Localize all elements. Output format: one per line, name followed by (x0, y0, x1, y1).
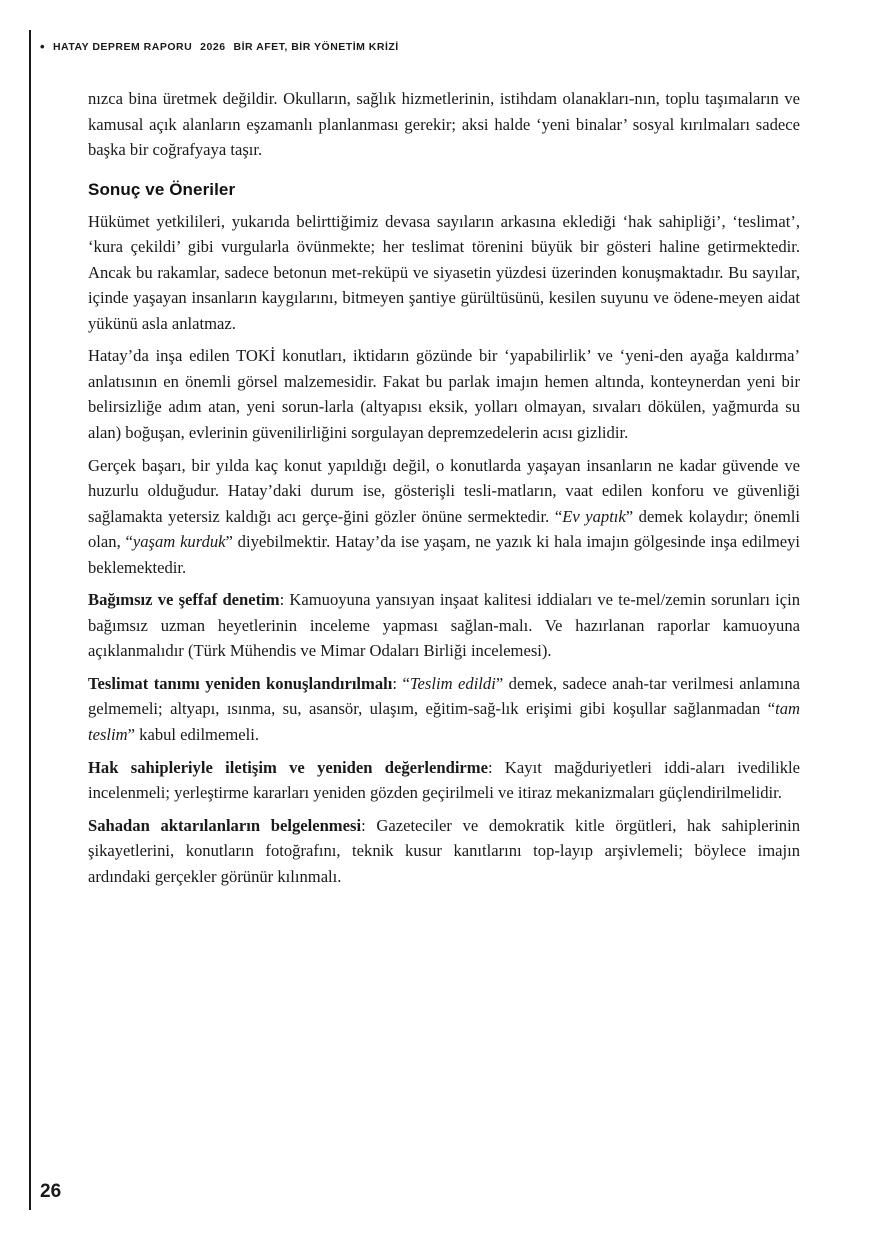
recommendation-2-italic-2: tam teslim (88, 699, 800, 745)
recommendation-3-text: : Kayıt mağduriyetleri iddi-aları ivedilikle incelenmeli; yerleştirme kararları yeniden gözden geçirilmeli ve itiraz mekanizmaları güçlendirilmelidir. (88, 757, 800, 803)
page-number: 26 (40, 1181, 62, 1202)
section-heading: Sonuç ve Öneriler (88, 179, 236, 199)
bullet-icon: • (40, 39, 45, 54)
recommendation-2-part-a: : “ (392, 673, 410, 693)
body-text-column (88, 86, 800, 889)
recommendation-3 (88, 755, 800, 806)
running-header (40, 40, 840, 53)
running-header-year: 2026 (200, 40, 226, 53)
page-left-rule (29, 30, 31, 1210)
running-header-title: HATAY DEPREM RAPORU (52, 40, 193, 53)
recommendation-2-part-b: ” demek, sadece anah-tar verilmesi anlamına gelmemeli; altyapı, ısınma, su, asansör, ulaşım, eğitim-sağ-lık erişimi gibi koşullar sağlanmadan “ (88, 673, 801, 719)
paragraph-3-part-c: ” diyebilmektir. Hatay’da ise yaşam, ne yazık ki hala imajın gölgesinde inşa edilmeyi beklemektedir. (88, 532, 800, 577)
paragraph-3 (88, 453, 800, 581)
recommendation-1-text: : Kamuoyuna yansıyan inşaat kalitesi iddiaları ve te-mel/zemin sorunları için bağımsız uzman heyetlerinin inceleme yapması sağlan-malı. Ve hazırlanan raporlar kamuoyuna açıklanmalıdır (Türk Mühendis ve Mimar Odaları Birliği incelemesi). (88, 590, 801, 661)
paragraph-3-italic-1: Ev yaptık (562, 506, 626, 526)
paragraph-continued: nızca bina üretmek değildir. Okulların, sağlık hizmetlerinin, istihdam olanakları-nın, toplu taşımaların ve kamusal açık alanların eşzamanlı planlanması gerekir; aksi halde ‘yeni binalar’ sosyal kırılmaları sadece başka bir coğrafyaya taşır. (88, 89, 800, 160)
recommendation-1 (88, 587, 800, 664)
recommendation-3-label: Hak sahipleriyle iletişim ve yeniden değerlendirme (88, 757, 488, 777)
paragraph-3-part-a: Gerçek başarı, bir yılda kaç konut yapıldığı değil, o konutlarda yaşayan insanların ne kadar güvende ve huzurlu olduğudur. Hatay’daki durum ise, gösterişli tesli-matların, vaat edilen konforu ve güvenliği sağlamakta yetersiz kaldığı acı gerçe-ğini gözler önüne sermektedir. “ (88, 455, 800, 526)
recommendation-2-part-c: ” kabul edilmemeli. (127, 725, 259, 745)
paragraph-3-italic-2: yaşam kurduk (132, 532, 226, 552)
recommendation-4-label: Sahadan aktarılanların belgelenmesi (88, 815, 362, 835)
recommendation-4 (88, 813, 800, 890)
recommendation-1-label: Bağımsız ve şeffaf denetim (88, 590, 280, 610)
paragraph-2: Hatay’da inşa edilen TOKİ konutları, iktidarın gözünde bir ‘yapabilirlik’ ve ‘yeni-den ayağa kaldırma’ anlatısının en önemli görsel malzemesidir. Fakat bu parlak imajın hemen altında, konteynerdan yeni bir belirsizliğe adım atan, yeni sorun-larla (altyapısı eksik, yolları olmayan, sıvaları dökülen, yağmurda su alan) boğuşan, evlerinin güvenilirliğini sorgulayan depremzedelerin acısı gizlidir. (88, 346, 800, 443)
paragraph-1: Hükümet yetkilileri, yukarıda belirttiğimiz devasa sayıların arkasına eklediği ‘hak sahipliği’, ‘teslimat’, ‘kura çekildi’ gibi vurgularla övünmekte; her teslimat törenini büyük bir gösteri haline getirmektedir. Ancak bu rakamlar, sadece betonun met-reküpü ve siyasetin yüzdesi üzerinden konuşmaktadır. Bu sayılar, içinde yaşayan insanların kaygılarını, bitmeyen şantiye gürültüsünü, kesilen suyunu ve ödene-meyen aidat yükünü asla anlatmaz. (88, 211, 800, 333)
recommendation-4-text: : Gazeteciler ve demokratik kitle örgütleri, hak sahiplerinin şikayetlerini, konutların fotoğrafını, teknik kusur kanıtlarını top-layıp arşivlemeli; böylece imajın ardındaki gerçekler görünür kılınmalı. (88, 815, 801, 886)
recommendation-2-italic-1: Teslim edildi (409, 673, 496, 693)
running-header-subtitle: BİR AFET, BİR YÖNETİM KRİZİ (233, 40, 399, 53)
recommendation-2-label: Teslimat tanımı yeniden konuşlandırılmalı (88, 673, 393, 693)
recommendation-2 (88, 671, 800, 748)
paragraph-3-part-b: ” demek kolaydır; önemli olan, “ (88, 506, 800, 552)
